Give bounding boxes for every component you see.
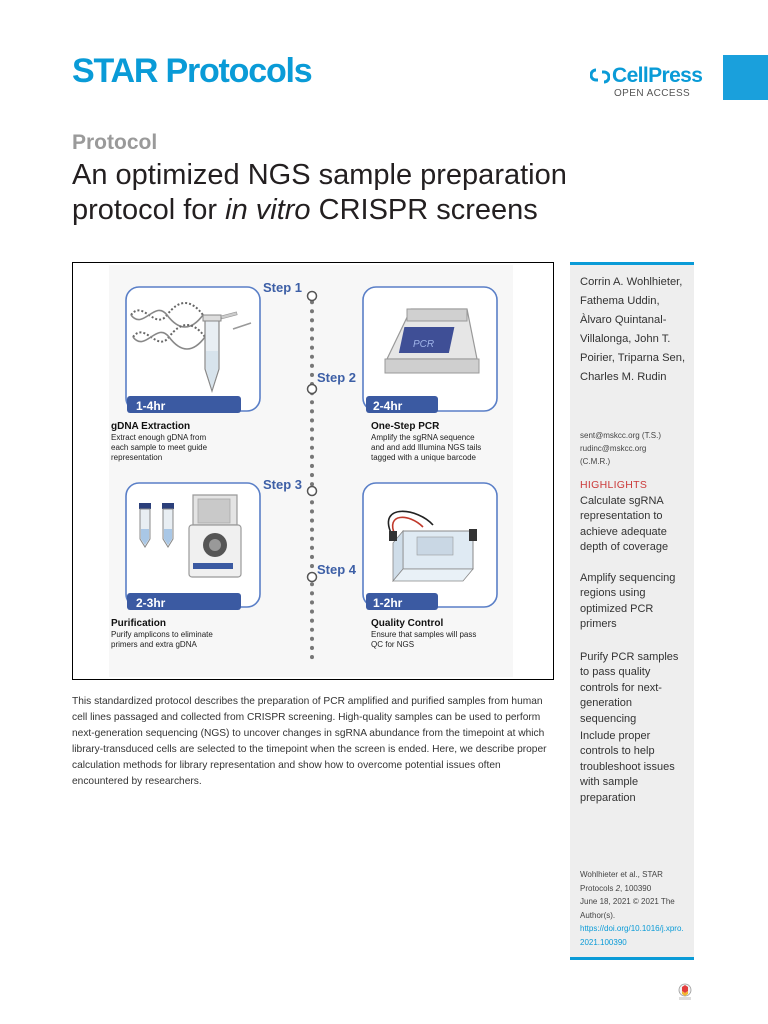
title-italic: in vitro: [225, 194, 311, 226]
check-for-updates-icon[interactable]: [677, 983, 693, 1001]
journal-title: STAR Protocols: [72, 52, 312, 90]
abstract-text: This standardized protocol describes the preparation of PCR amplified and purified samples from human cell lines passaged and collected from CRISPR screening. High-quality samples can be used to perform next-generation sequencing (NGS) to uncover changes in sgRNA abundance from the timepoint at which library-transduced cells are selected to the timepoint when the screen is ended. Here, we describe proper calculation methods for library representation and show how to overcome potential issues often encountered by researchers.: [72, 696, 547, 787]
email-2[interactable]: rudinc@mskcc.org: [580, 444, 647, 453]
step-1-desc-3: representation: [111, 453, 163, 462]
doi-link[interactable]: https://doi.org/10.1016/j.xpro.2021.100390: [580, 924, 684, 947]
step-2-label: Step 2: [317, 370, 357, 385]
step-4-time: 1-2hr: [373, 596, 403, 610]
step-2-desc-2: and and add Illumina NGS tails: [371, 443, 482, 452]
step-3-label: Step 3: [263, 477, 303, 492]
step-2-time: 2-4hr: [373, 399, 403, 413]
citation-journal: Protocols: [580, 883, 614, 893]
citation-authors: Wohlhieter et al., STAR: [580, 870, 663, 879]
step-3-desc-1: Purify amplicons to eliminate: [111, 630, 213, 639]
step-1-name: gDNA Extraction: [111, 421, 191, 432]
step-3-name: Purification: [111, 618, 167, 629]
citation-volume: 2: [615, 883, 621, 893]
email-note: (C.M.R.): [580, 457, 611, 466]
correspondence-emails: [580, 429, 690, 468]
title-part-2: CRISPR screens: [310, 194, 538, 226]
step-4-label: Step 4: [317, 562, 357, 577]
email-1[interactable]: sent@mskcc.org (T.S.): [580, 431, 662, 440]
step-4-desc-2: QC for NGS: [371, 640, 415, 649]
citation-article: , 100390: [620, 883, 652, 893]
highlight-item: Include proper controls to help troubleshoot issues with sample preparation: [580, 730, 675, 804]
step-2-name: One-Step PCR: [371, 421, 440, 432]
journal-color-tab: [723, 55, 768, 100]
step-4-name: Quality Control: [371, 618, 444, 629]
article-title: [72, 158, 632, 228]
open-access-label: OPEN ACCESS: [614, 88, 691, 99]
step-3-time: 2-3hr: [136, 596, 166, 610]
highlight-item: Amplify sequencing regions using optimized PCR primers: [580, 572, 676, 631]
step-1-desc-1: Extract enough gDNA from: [111, 433, 207, 442]
step-2-desc-3: tagged with a unique barcode: [371, 453, 476, 462]
centrifuge-icon: [189, 495, 241, 577]
step-4-desc-1: Ensure that samples will pass: [371, 630, 477, 639]
article-type: Protocol: [72, 131, 158, 154]
step-2-desc-1: Amplify the sgRNA sequence: [371, 433, 475, 442]
publisher-name: CellPress: [612, 64, 703, 87]
publisher-logo: [590, 64, 702, 88]
title-part-1: An optimized NGS sample preparation protocol for: [72, 159, 567, 226]
pcr-screen-label: PCR: [413, 339, 435, 350]
step-1-label: Step 1: [263, 280, 303, 295]
step-3-desc-2: primers and extra gDNA: [111, 640, 197, 649]
citation-block: [580, 868, 688, 949]
graphical-abstract-svg: [73, 263, 553, 679]
highlight-item: Purify PCR samples to pass quality controls for next-generation sequencing: [580, 651, 679, 725]
highlight-item: Calculate sgRNA representation to achieve adequate depth of coverage: [580, 495, 669, 554]
citation-date: June 18, 2021 © 2021 The Author(s).: [580, 897, 675, 920]
cellpress-link-icon: [590, 66, 610, 86]
step-1-time: 1-4hr: [136, 399, 166, 413]
highlights-heading: HIGHLIGHTS: [580, 479, 648, 491]
step-1-desc-2: each sample to meet guide: [111, 443, 208, 452]
graphical-abstract: [72, 262, 554, 680]
author-list: Corrin A. Wohlhieter, Fathema Uddin, Àlvaro Quintanal-Villalonga, John T. Poirier, Triparna Sen, Charles M. Rudin: [580, 276, 686, 383]
